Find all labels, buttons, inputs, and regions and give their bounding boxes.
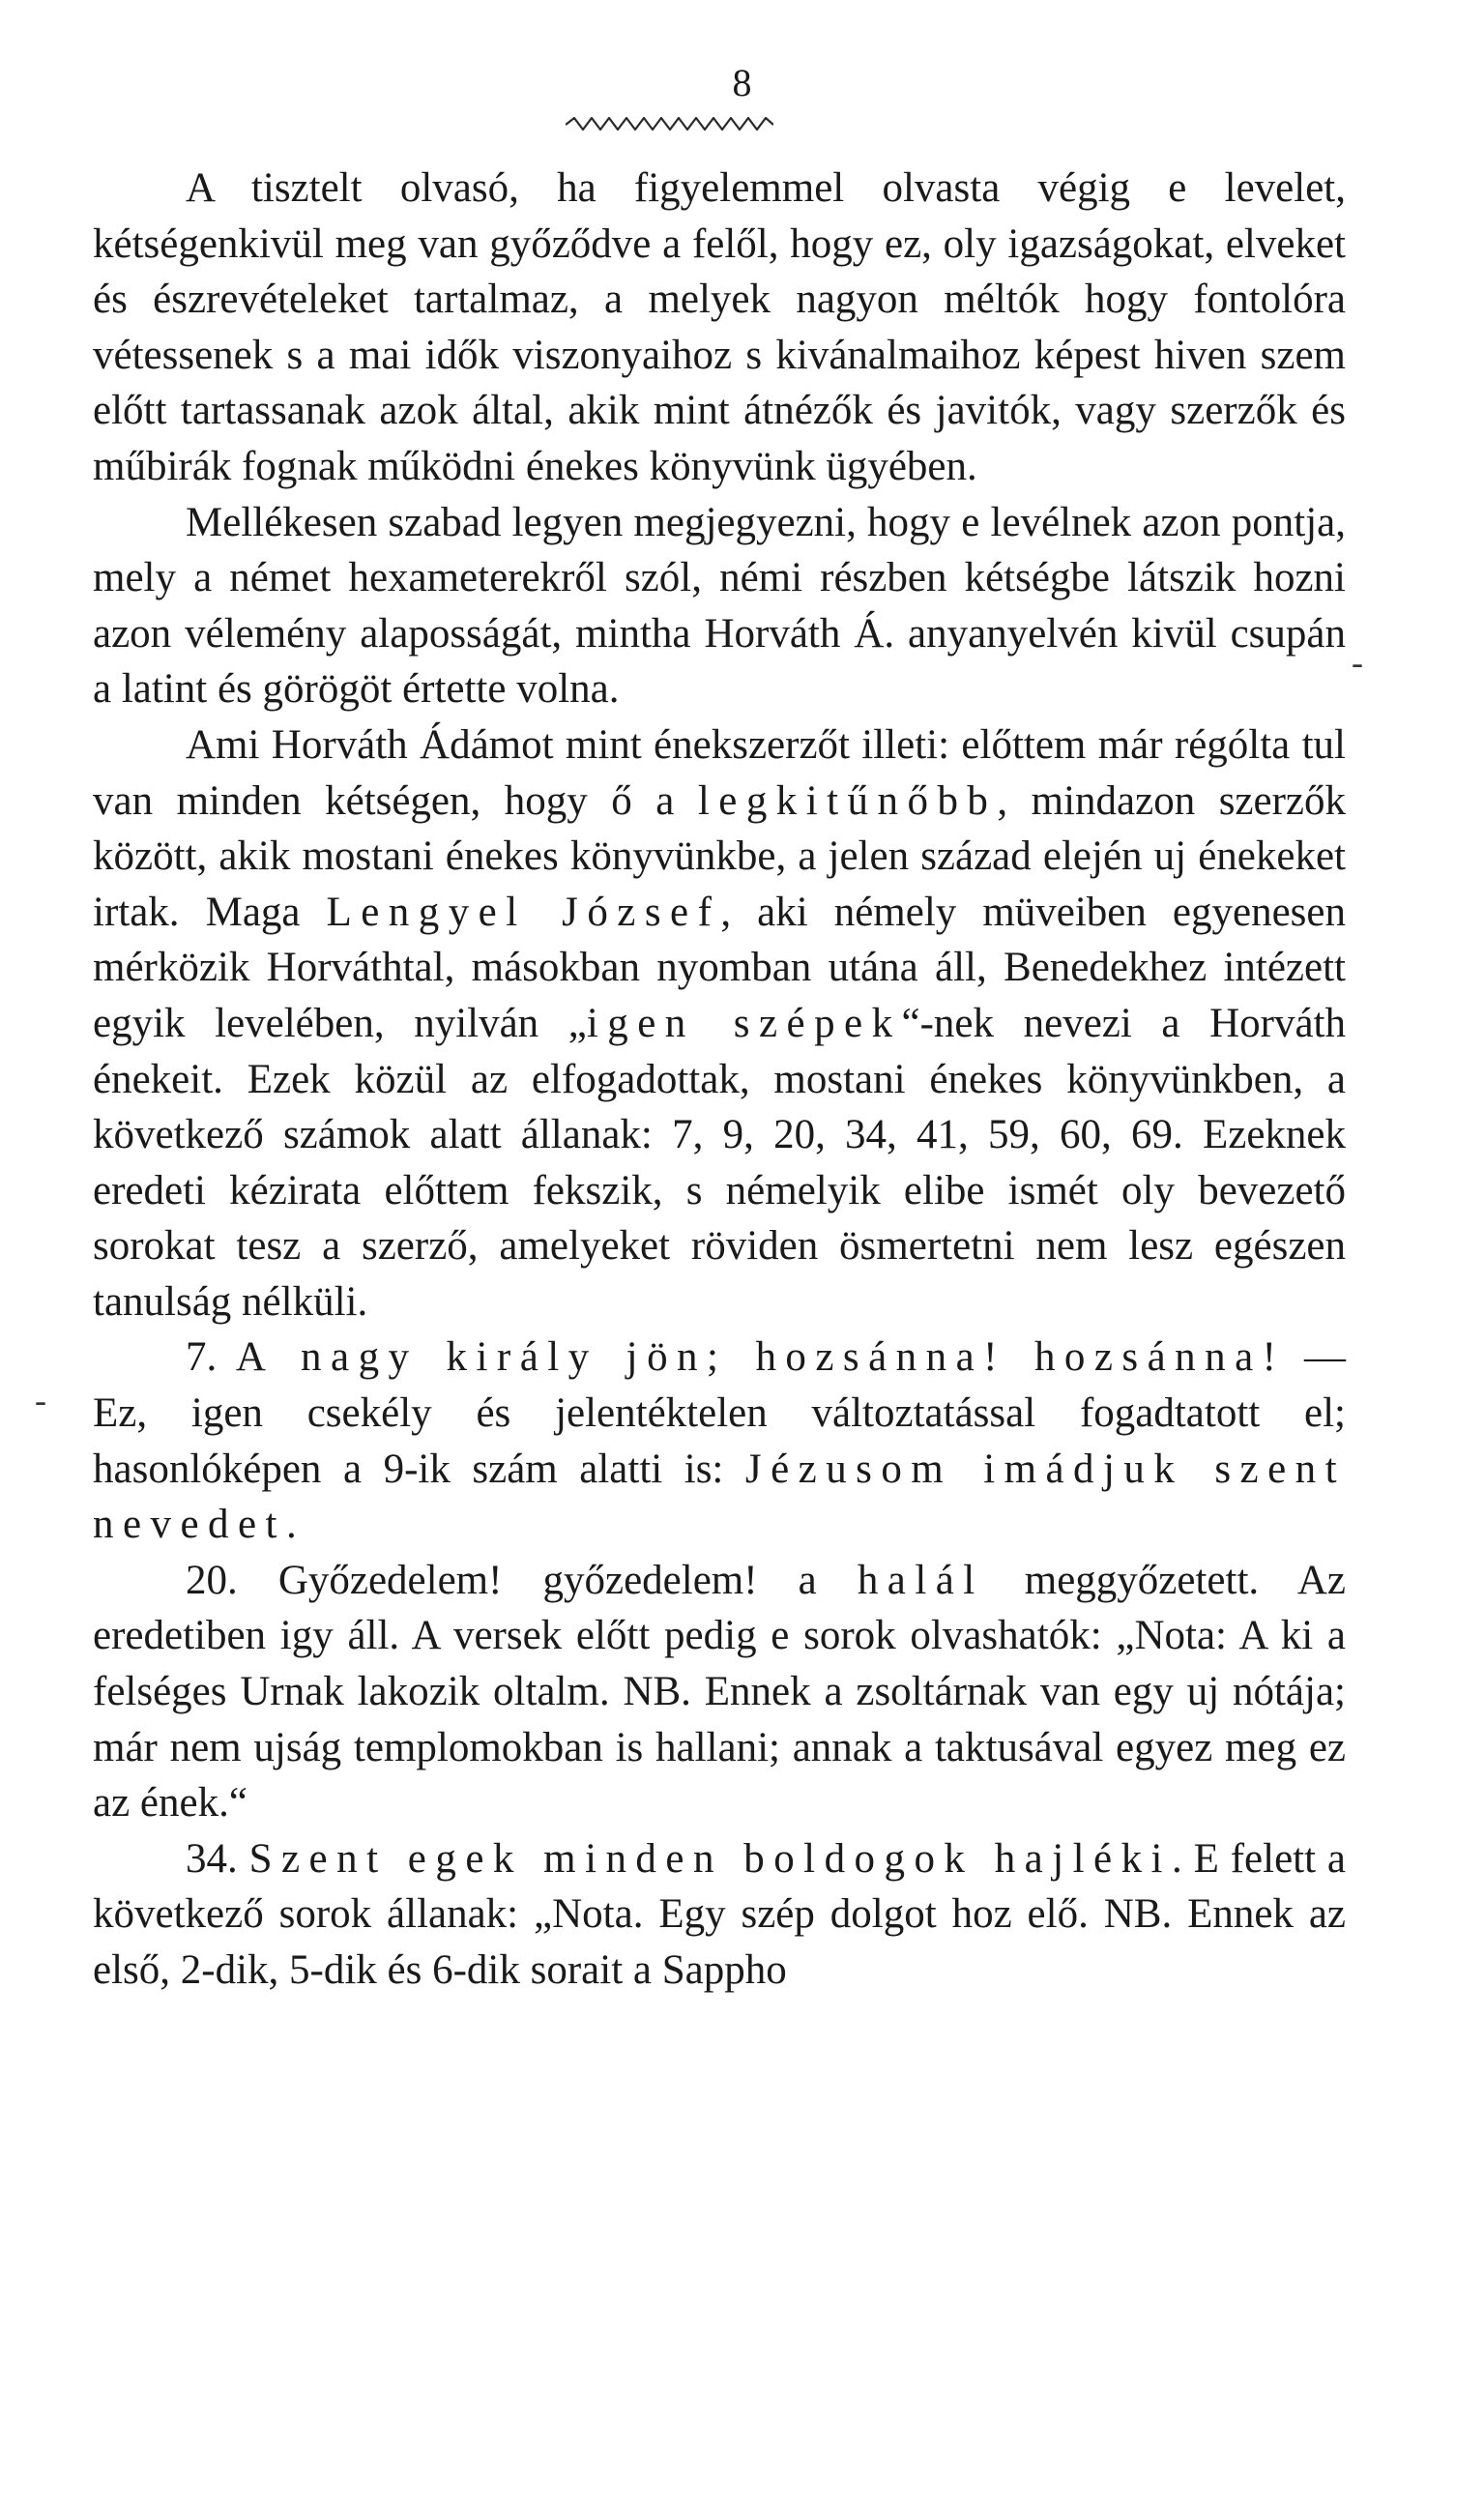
spaced-emphasis: Lengyel József bbox=[326, 889, 721, 935]
text-run: , aki némely müveiben egyenesen mérközik Horváthtal, másokban nyomban utána áll, Benedekhez intézett egyik levelében, nyilván „ bbox=[93, 889, 1346, 1046]
text-run: 7. bbox=[186, 1334, 236, 1381]
paragraph bbox=[93, 495, 1346, 717]
spaced-emphasis: Szent egek minden boldogok hajléki bbox=[248, 1835, 1172, 1882]
text-run: — Ez, igen csekély és jelentéktelen változtatással fogadtatott el; hasonlóképen a 9-ik szám alatti is: bbox=[93, 1334, 1347, 1492]
text-run: meggyőzetett. Az eredetiben igy áll. A versek előtt pedig e sorok olvashatók: „Nota: A ki a felséges Urnak lakozik oltalm. NB. Ennek a zsoltárnak van egy uj nótája; már nem ujság templomokban is hallani; annak a taktusával egyez meg ez az ének.“ bbox=[93, 1557, 1346, 1827]
wavy-ornament-divider bbox=[566, 114, 773, 135]
spaced-emphasis: Jézusom imádjuk szent nevedet bbox=[93, 1446, 1346, 1548]
text-run: . bbox=[285, 1502, 297, 1548]
margin-mark: - bbox=[35, 1381, 46, 1419]
text-run: . E felett a következő sorok állanak: „Nota. Egy szép dolgot hoz elő. NB. Ennek az első, 2-dik, 5-dik és 6-dik sorait a Sappho bbox=[93, 1835, 1347, 1993]
page-number: 8 bbox=[732, 61, 752, 104]
spaced-emphasis: halál bbox=[857, 1557, 984, 1603]
paragraph bbox=[93, 161, 1346, 495]
text-run: Ami Horváth Ádámot mint énekszerzőt illeti: előttem már régólta tul van minden kétségen, hogy ő a bbox=[93, 721, 1346, 824]
paragraph bbox=[93, 1831, 1346, 1999]
paragraph bbox=[93, 1553, 1346, 1831]
paragraph bbox=[93, 1330, 1346, 1552]
text-run: “-nek nevezi a Horváth énekeit. Ezek közül az elfogadottak, mostani énekes könyvünkben, a következő számok alatt állanak: 7, 9, 20, 34, 41, 59, 60, 69. Ezeknek eredeti kézirata előttem fekszik, s némelyik elibe ismét oly bevezető sorokat tesz a szerző, amelyeket röviden ösmertetni nem lesz egészen tanulság nélküli. bbox=[93, 1000, 1346, 1325]
text-run: 20. Győzedelem! győzedelem! a bbox=[186, 1557, 858, 1603]
spaced-emphasis: legkitűnőbb bbox=[697, 777, 998, 824]
text-run: Mellékesen szabad legyen megjegyezni, hogy e levélnek azon pontja, mely a német hexameterekről szól, némi részben kétségbe látszik hozni azon vélemény alaposságát, mintha Horváth Á. anyanyelvén kivül csupán a latint és görögöt értette volna. bbox=[93, 499, 1346, 713]
text-run: , mindazon szerzők között, akik mostani énekes könyvünkbe, a jelen század elején uj énekeket irtak. Maga bbox=[93, 777, 1347, 935]
text-run: A tisztelt olvasó, ha figyelemmel olvasta végig e levelet, kétségenkivül meg van győződve a felől, hogy ez, oly igazságokat, elveket és észrevételeket tartalmaz, a melyek nagyon méltók hogy fontolóra vétessenek s a mai idők viszonyaihoz s kivánalmaihoz képest hiven szem előtt tartassanak azok által, akik mint átnézők és javitók, vagy szerzők és műbirák fognak működni énekes könyvünk ügyében. bbox=[93, 165, 1346, 489]
margin-mark: - bbox=[1352, 643, 1363, 682]
spaced-emphasis: igen szépek bbox=[586, 1000, 902, 1046]
paragraph bbox=[93, 717, 1346, 1330]
body-text bbox=[93, 161, 1346, 1999]
text-run: 34. bbox=[186, 1835, 249, 1882]
spaced-emphasis: A nagy király jön; hozsánna! hozsánna! bbox=[235, 1334, 1286, 1381]
